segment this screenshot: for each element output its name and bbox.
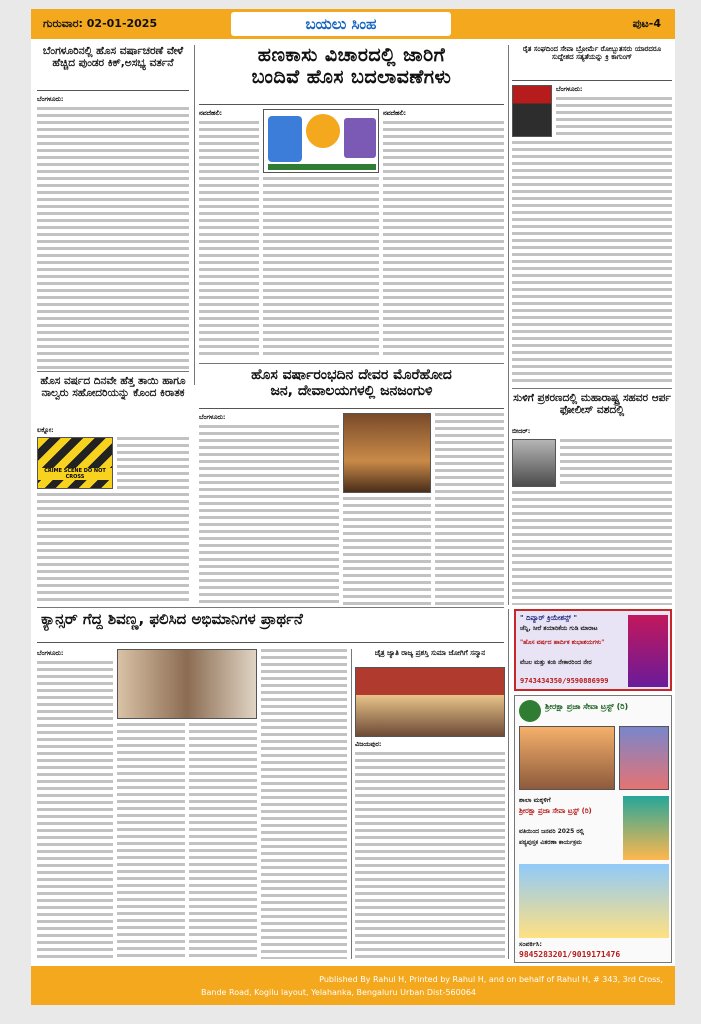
column-divider: [508, 45, 509, 605]
issue-date: ಗುರುವಾರ: 02-01-2025: [43, 17, 158, 30]
text-lines: [37, 661, 113, 959]
award-ceremony-photo: [355, 667, 505, 737]
ad1-line3: ವೆಬಲ ಮತ್ತು ಕಂಠಿ ನೇಕಾರರಿಂದ ನೇರ: [520, 659, 592, 666]
sudha-text-lines: [556, 97, 672, 137]
phone-graphic: [268, 116, 302, 162]
children-group-photo: [519, 864, 669, 938]
cancer-headline: ಕ್ಯಾನ್ಸರ್ ಗೆದ್ದ ಶಿವಣ್ಣ, ಫಲಿಸಿದ ಅಭಿಮಾನಿಗಳ ಪ್ರಾರ್ಥನೆ: [41, 611, 303, 628]
ad1-title: " ದಿವ್ಯಾರ್ ಕ್ರಿಯೇಶನ್ಸ್ ": [520, 614, 578, 622]
award-headline: ಚೈತ್ರ ಜ್ಯಾತಿ ರಾಜ್ಯ ಪ್ರಶಸ್ತಿ ಸುಮಾ ಜೋಗಿಗೆ ಸನ್ಮಾನ: [374, 649, 486, 657]
hanakasu-headline-line2: ಬಂದಿವೆ ಹೊಸ ಬದಲಾವಣೆಗಳು: [251, 65, 452, 88]
bengaluru-text-lines: [37, 107, 189, 369]
hanakasu-headline-box: [199, 45, 504, 105]
saree-model-photo: [628, 615, 668, 687]
column-divider: [508, 609, 509, 959]
divya-creations-ad: [514, 609, 672, 691]
crime-dateline: ಲಕ್ನೋ:: [37, 426, 54, 434]
section-divider: [37, 371, 189, 372]
sudha-headline: ರೈತ ಸಂಘದಿಂದ ಸೇವಾ ಬ್ರೋರ್ಮೆ ರೋಬ್ಬುತಸರು ಯಾರದರೂ ಸುದ್ದೇಶದ ಸತ್ಯತೆಯನ್ನು ಕ್ರಿ ಕಾಗುಂಗ್: [522, 45, 662, 62]
hanakasu-dateline: ನವದೆಹಲಿ:: [199, 109, 223, 117]
page-header: [31, 9, 675, 39]
column-divider: [194, 45, 195, 385]
award-dateline-row: [355, 740, 505, 750]
crime-text-lines: [117, 437, 189, 489]
text-lines: [383, 121, 504, 359]
ad2-school-name: ಶ್ರೀರಕ್ಷಾ ಪ್ರಜಾ ಸೇವಾ ಟ್ರಸ್ಟ್ (ರಿ): [519, 807, 592, 815]
cancer-col2: [117, 723, 185, 959]
students-photo: [519, 726, 615, 790]
temple-col2: [343, 497, 431, 605]
ad2-school-line: ಶಾಲಾ ಮಕ್ಕಳಿಗೆ: [519, 796, 551, 804]
masthead: ಬಯಲು ಸಿಂಹ: [231, 12, 451, 36]
cancer-dateline: ಬೆಂಗಳೂರು:: [37, 649, 64, 657]
cancer-couple-photo: [117, 649, 257, 719]
ad1-line2: "ಹೊಸ ವರ್ಷದ ಹಾರ್ದಿಕ ಶುಭಾಶಯಗಳು": [520, 639, 605, 646]
bengaluru-headline: ಬೆಂಗಳೂರಿನಲ್ಲಿ ಹೊಸ ವರ್ಷಾಚರಣೆ ವೇಳೆ ಹೆಚ್ಚಿದ ಪುಂಡರ ಕಿಕ್,ಅಸಭ್ಯ ವರ್ತನೆ: [42, 45, 184, 70]
books-photo: [623, 796, 669, 860]
ad1-line1: ಚೆನ್ನಿ, ಸೀರೆ ತಯಾರಿಕೆಯ ಗುಡಿ ಮಾರಾಟ: [520, 625, 598, 632]
newspaper-page: [31, 9, 675, 1005]
section-divider: [199, 363, 504, 364]
maharashtra-dateline: ಬೀದರ್:: [512, 427, 531, 435]
award-headline-box: [355, 649, 505, 665]
sudha-text-lines: [512, 141, 672, 385]
ad2-title: ಶ್ರೀರಕ್ಷಾ ಪ್ರಜಾ ಸೇವಾ ಟ್ರಸ್ಟ್ (ರಿ): [545, 702, 629, 711]
maharashtra-photo: [512, 439, 556, 487]
temple-col3: [435, 413, 504, 605]
page-footer: [31, 966, 675, 1005]
ad1-phone: 9743434350/9590886999: [520, 677, 609, 685]
sudha-dateline: ಬೆಂಗಳೂರು:: [556, 85, 583, 93]
footer-imprint-line1: Published By Rahul H, Printed by Rahul H, and on behalf of Rahul H, # 343, 3rd Cross,: [319, 975, 663, 984]
trust-logo: [519, 700, 541, 722]
crime-headline: ಹೊಸ ವರ್ಷದ ದಿನವೇ ಹೆತ್ತ ತಾಯಿ ಹಾಗೂ ನಾಲ್ವರು ಸಹೋದರಿಯನ್ನು ಕೊಂದ ಕಿರಾತಕ: [40, 375, 186, 400]
cancer-col4: [261, 649, 347, 959]
ad2-phone: 9845283201/9019171476: [519, 950, 621, 959]
sudha-portrait-photo: [512, 85, 552, 137]
bengaluru-headline-box: [37, 45, 189, 91]
sudha-headline-box: [512, 45, 672, 81]
notebooks-photo: [619, 726, 669, 790]
hanakasu-headline-line1: ಹಣಕಾಸು ವಿಚಾರದಲ್ಲಿ ಜಾರಿಗೆ: [257, 45, 446, 66]
award-text-lines: [355, 752, 505, 959]
award-dateline: ವಿಜಯಪುರ:: [355, 740, 382, 748]
temple-headline-line1: ಹೊಸ ವರ್ಷಾರಂಭದಿನ ದೇವರ ಮೊರೆಹೋದ: [251, 367, 452, 383]
crime-headline-box: [37, 375, 189, 423]
sudha-dateline-row: [556, 85, 672, 95]
bengaluru-dateline: ಬೆಂಗಳೂರು:: [37, 95, 64, 103]
temple-headline-line2: ಜನ, ದೇವಾಲಯಗಳಲ್ಲಿ ಜನಜಂಗುಳಿ: [270, 383, 433, 400]
hanakasu-dateline-2: ನವದೆಹಲಿ:: [383, 109, 407, 117]
epfo-graphic: [344, 118, 376, 158]
maharashtra-text-lines: [512, 491, 672, 605]
crime-scene-photo: [37, 437, 113, 489]
text-lines: [199, 425, 339, 605]
finance-collage-image: [263, 109, 379, 173]
hanakasu-col1: [199, 109, 259, 359]
crime-text-lines: [37, 493, 189, 601]
crime-dateline-row: [37, 426, 189, 436]
crime-tape-label: CRIME SCENE DO NOT CROSS: [38, 468, 112, 480]
ad2-desc: ವತಿಯಿಂದ ಜನವರಿ 2025 ರಲ್ಲಿ: [519, 828, 585, 835]
temple-headline-box: [199, 367, 504, 409]
maharashtra-text-lines: [560, 439, 672, 487]
maharashtra-headline: ಸುಳಿಗೆ ಪ್ರಕರಣದಲ್ಲಿ ಮಹಾರಾಷ್ಟ್ರ ಸಹವರ ಆರ್ಪ ಫೋಲೀಸ್ ವಶದಲ್ಲಿ: [513, 392, 671, 417]
section-divider: [512, 388, 672, 389]
page-number: ಪುಟ-4: [632, 17, 661, 30]
column-divider: [351, 649, 352, 959]
cancer-col3: [189, 723, 257, 959]
footer-imprint-line2: Bande Road, Kogilu layout, Yelahanka, Bengaluru Urban Dist-560064: [201, 988, 476, 997]
temple-crowd-photo: [343, 413, 431, 493]
ad2-desc2: ಪಠ್ಯಪುಸ್ತಕ ವಿತರಣಾ ಕಾರ್ಯಕ್ರಮ: [519, 839, 582, 846]
ad2-contact-label: ಸಂಪರ್ಕಿಸಿ:: [519, 940, 542, 948]
cancer-col1: [37, 649, 113, 959]
coin-graphic: [306, 114, 340, 148]
maharashtra-dateline-row: [512, 427, 672, 437]
srirakshe-trust-ad: [514, 695, 672, 963]
hanakasu-col3: [383, 109, 504, 359]
bar-graphic: [268, 164, 376, 170]
temple-dateline: ಬೆಂಗಳೂರು:: [199, 413, 226, 421]
cancer-headline-box: [37, 611, 504, 643]
maharashtra-headline-box: [512, 392, 672, 424]
bengaluru-body: [37, 95, 189, 369]
hanakasu-col2: [263, 177, 379, 359]
temple-col1: [199, 413, 339, 605]
text-lines: [199, 121, 259, 359]
section-divider: [37, 607, 504, 608]
